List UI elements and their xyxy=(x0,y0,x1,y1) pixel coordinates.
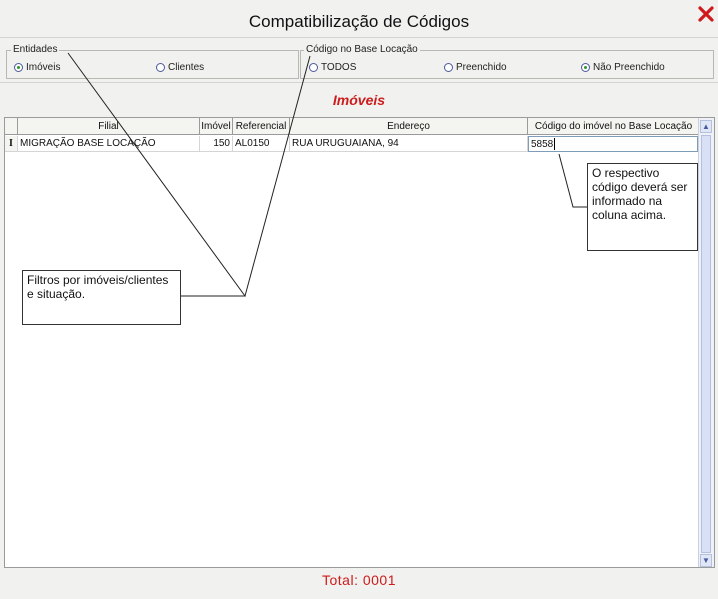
window-title: Compatibilização de Códigos xyxy=(248,12,470,31)
entidades-legend: Entidades xyxy=(13,44,58,55)
cell-codigo-input[interactable] xyxy=(528,136,698,152)
radio-preenchido[interactable] xyxy=(444,62,507,73)
title-divider xyxy=(0,37,718,38)
text-caret xyxy=(554,138,555,150)
codigo-legend: Código no Base Locação xyxy=(306,44,418,55)
row-marker[interactable]: I xyxy=(5,136,18,152)
column-header-referencial[interactable]: Referencial xyxy=(233,118,290,135)
radio-selected-icon xyxy=(581,63,590,72)
radio-todos[interactable] xyxy=(309,62,356,73)
callout-filters: Filtros por imóveis/clientes e situação. xyxy=(22,270,181,325)
radio-todos-label: TODOS xyxy=(321,62,357,73)
radio-unselected-icon xyxy=(309,63,318,72)
radio-nao-preenchido[interactable] xyxy=(581,62,665,73)
radio-preenchido-label: Preenchido xyxy=(456,62,507,73)
cell-endereco[interactable]: RUA URUGUAIANA, 94 xyxy=(290,136,528,152)
scroll-down-icon[interactable]: ▼ xyxy=(700,554,712,567)
column-header-filial[interactable]: Filial xyxy=(18,118,200,135)
column-header-codigo[interactable]: Código do imóvel no Base Locação xyxy=(528,118,700,135)
radio-selected-icon xyxy=(14,63,23,72)
row-header-corner xyxy=(5,118,18,135)
callout-code: O respectivo código deverá ser informado na coluna acima. xyxy=(587,163,698,251)
radio-imoveis[interactable] xyxy=(14,62,60,73)
radio-unselected-icon xyxy=(444,63,453,72)
vertical-scrollbar[interactable] xyxy=(698,118,714,567)
column-header-imovel[interactable]: Imóvel xyxy=(200,118,233,135)
scroll-up-icon[interactable]: ▲ xyxy=(700,120,712,133)
radio-clientes-label: Clientes xyxy=(168,62,205,73)
cell-filial[interactable]: MIGRAÇÃO BASE LOCAÇÃO xyxy=(18,136,200,152)
column-header-endereco[interactable]: Endereço xyxy=(290,118,528,135)
filters-divider xyxy=(0,82,718,83)
close-icon[interactable] xyxy=(697,5,715,23)
total-count: Total: 0001 xyxy=(322,572,396,588)
radio-nao-preenchido-label: Não Preenchido xyxy=(593,62,665,73)
scroll-thumb[interactable] xyxy=(701,135,711,553)
cell-imovel[interactable]: 150 xyxy=(200,136,233,152)
radio-unselected-icon xyxy=(156,63,165,72)
section-title: Imóveis xyxy=(332,92,386,108)
cell-referencial[interactable]: AL0150 xyxy=(233,136,290,152)
cell-codigo-value: 5858 xyxy=(531,139,554,150)
radio-imoveis-label: Imóveis xyxy=(26,62,61,73)
radio-clientes[interactable] xyxy=(156,62,204,73)
